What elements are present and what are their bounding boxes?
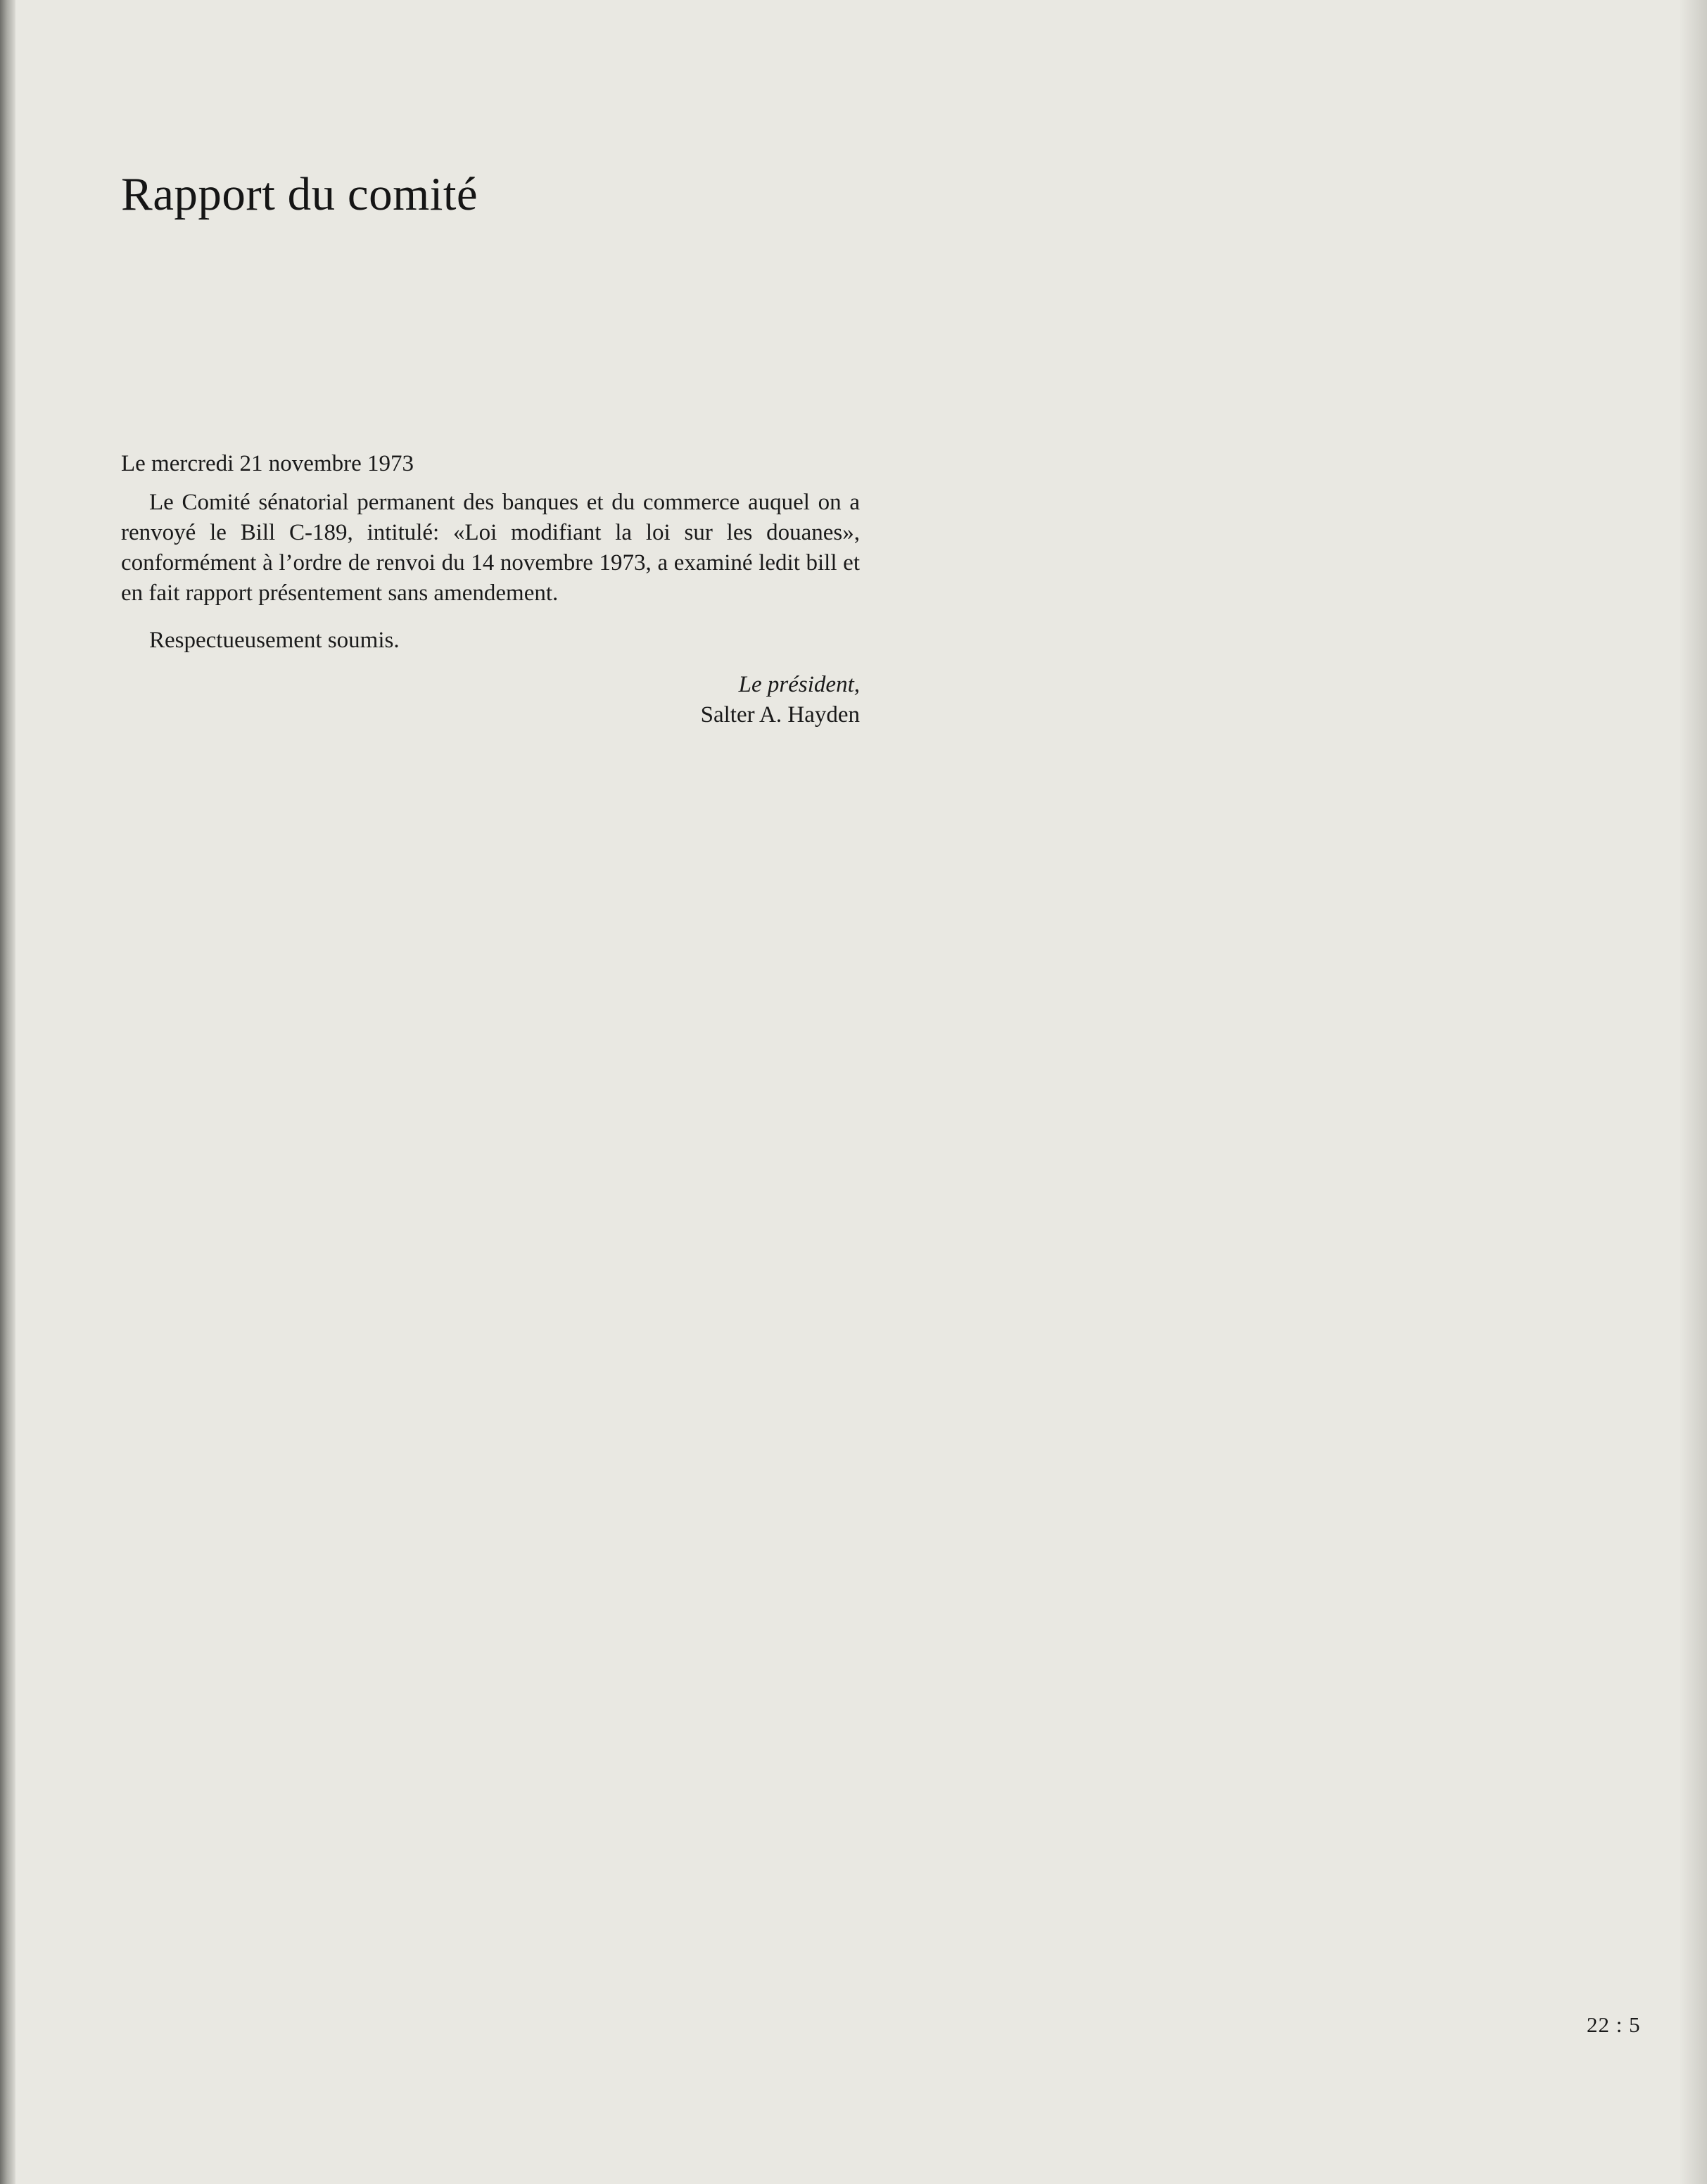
page-number: 22 : 5 xyxy=(1587,2012,1641,2037)
signature-block xyxy=(121,670,860,730)
signature-role: Le président, xyxy=(738,672,860,697)
page-edge-shadow xyxy=(1679,0,1707,2184)
signature-name: Salter A. Hayden xyxy=(700,702,860,728)
report-closing: Respectueusement soumis. xyxy=(149,628,400,653)
report-date: Le mercredi 21 novembre 1973 xyxy=(121,451,414,476)
report-body xyxy=(121,449,860,730)
report-paragraph: Le Comité sénatorial permanent des banques et du commerce auquel on a renvoyé le Bill C-189, intitulé: «Loi modifiant la loi sur les douanes», conformément à l’ordre de renvoi du 14 novembre 1973, a examiné ledit bill et en fait rapport présentement sans amendement. xyxy=(121,490,860,606)
binding-shadow xyxy=(0,0,15,2184)
report-title: Rapport du comité xyxy=(121,168,478,220)
